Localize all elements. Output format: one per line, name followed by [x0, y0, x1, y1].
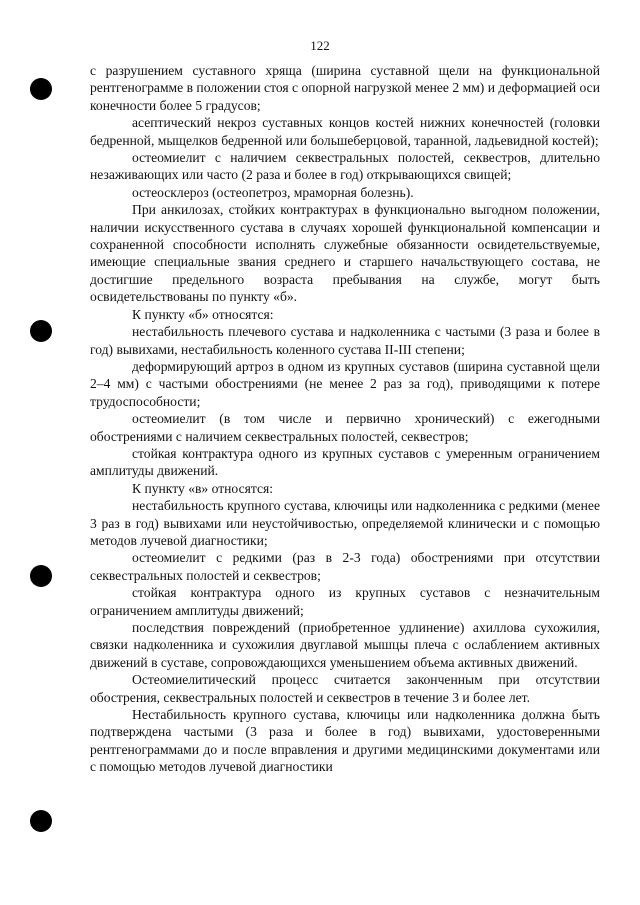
punch-hole-2: [30, 320, 52, 342]
document-body: [90, 62, 600, 776]
paragraph: нестабильность плечевого сустава и надколенника с частыми (3 раза и более в год) вывихами, нестабильность коленного сустава II-III степени;: [90, 324, 600, 357]
paragraph: стойкая контрактура одного из крупных суставов с умеренным ограничением амплитуды движений.: [90, 445, 600, 479]
paragraph: последствия повреждений (приобретенное удлинение) ахиллова сухожилия, связки надколенника и сухожилия двуглавой мышцы плеча с ослаблением активных движений в суставе, сопровождающихся уменьшением объема активных движений.: [90, 620, 600, 670]
paragraph: Нестабильность крупного сустава, ключицы или надколенника должна быть подтверждена частыми (3 раза и более в год) вывихами, удостоверенными рентгенограммами до и после вправления и другими медицинскими документами или с помощью методов лучевой диагностики: [90, 707, 600, 775]
paragraph: деформирующий артроз в одном из крупных суставов (ширина суставной щели 2–4 мм) с частыми обострениями (не менее 2 раз за год), приводящими к потере трудоспособности;: [90, 358, 600, 409]
punch-hole-4: [30, 810, 52, 832]
paragraph: стойкая контрактура одного из крупных суставов с незначительным ограничением амплитуды движений;: [90, 585, 600, 618]
page-number: 122: [310, 38, 330, 53]
paragraph: остеомиелит с редкими (раз в 2-3 года) обострениями при отсутствии секвестральных полостей и секвестров;: [90, 550, 600, 583]
paragraph: К пункту «б» относятся:: [132, 306, 274, 322]
paragraph: асептический некроз суставных концов костей нижних конечностей (головки бедренной, мыщелков бедренной или большеберцовой, таранной, ладьевидной костей);: [90, 115, 600, 148]
paragraph: с разрушением суставного хряща (ширина суставной щели на функциональной рентгенограмме в положении стоя с опорной нагрузкой менее 2 мм) и деформацией оси конечности более 5 градусов;: [90, 63, 600, 113]
paragraph: остеомиелит (в том числе и первично хронический) с ежегодными обострениями с наличием секвестральных полостей, секвестров;: [90, 411, 600, 444]
paragraph: При анкилозах, стойких контрактурах в функционально выгодном положении, наличии искусственного сустава в случаях хорошей функциональной компенсации и сохраненной способности исполнять служебные обязанности освидетельствуемые, имеющие специальные звания среднего и старшего начальствующего состава, не достигшие предельного возраста пребывания на службе, могут быть освидетельствованы по пункту «б».: [90, 202, 600, 305]
paragraph: остеомиелит с наличием секвестральных полостей, секвестров, длительно незаживающих или часто (2 раза и более в год) открывающихся свищей;: [90, 150, 600, 183]
paragraph: К пункту «в» относятся:: [132, 480, 274, 496]
punch-hole-3: [30, 565, 52, 587]
punch-hole-1: [30, 78, 52, 100]
paragraph: Остеомиелитический процесс считается законченным при отсутствии обострения, секвестральных полостей и секвестров в течение 3 и более лет.: [90, 672, 600, 705]
paragraph: остеосклероз (остеопетроз, мраморная болезнь).: [132, 184, 414, 200]
paragraph: нестабильность крупного сустава, ключицы или надколенника с редкими (менее 3 раз в год) вывихами или неустойчивостью, определяемой клинически и с помощью методов лучевой диагностики;: [90, 498, 600, 548]
